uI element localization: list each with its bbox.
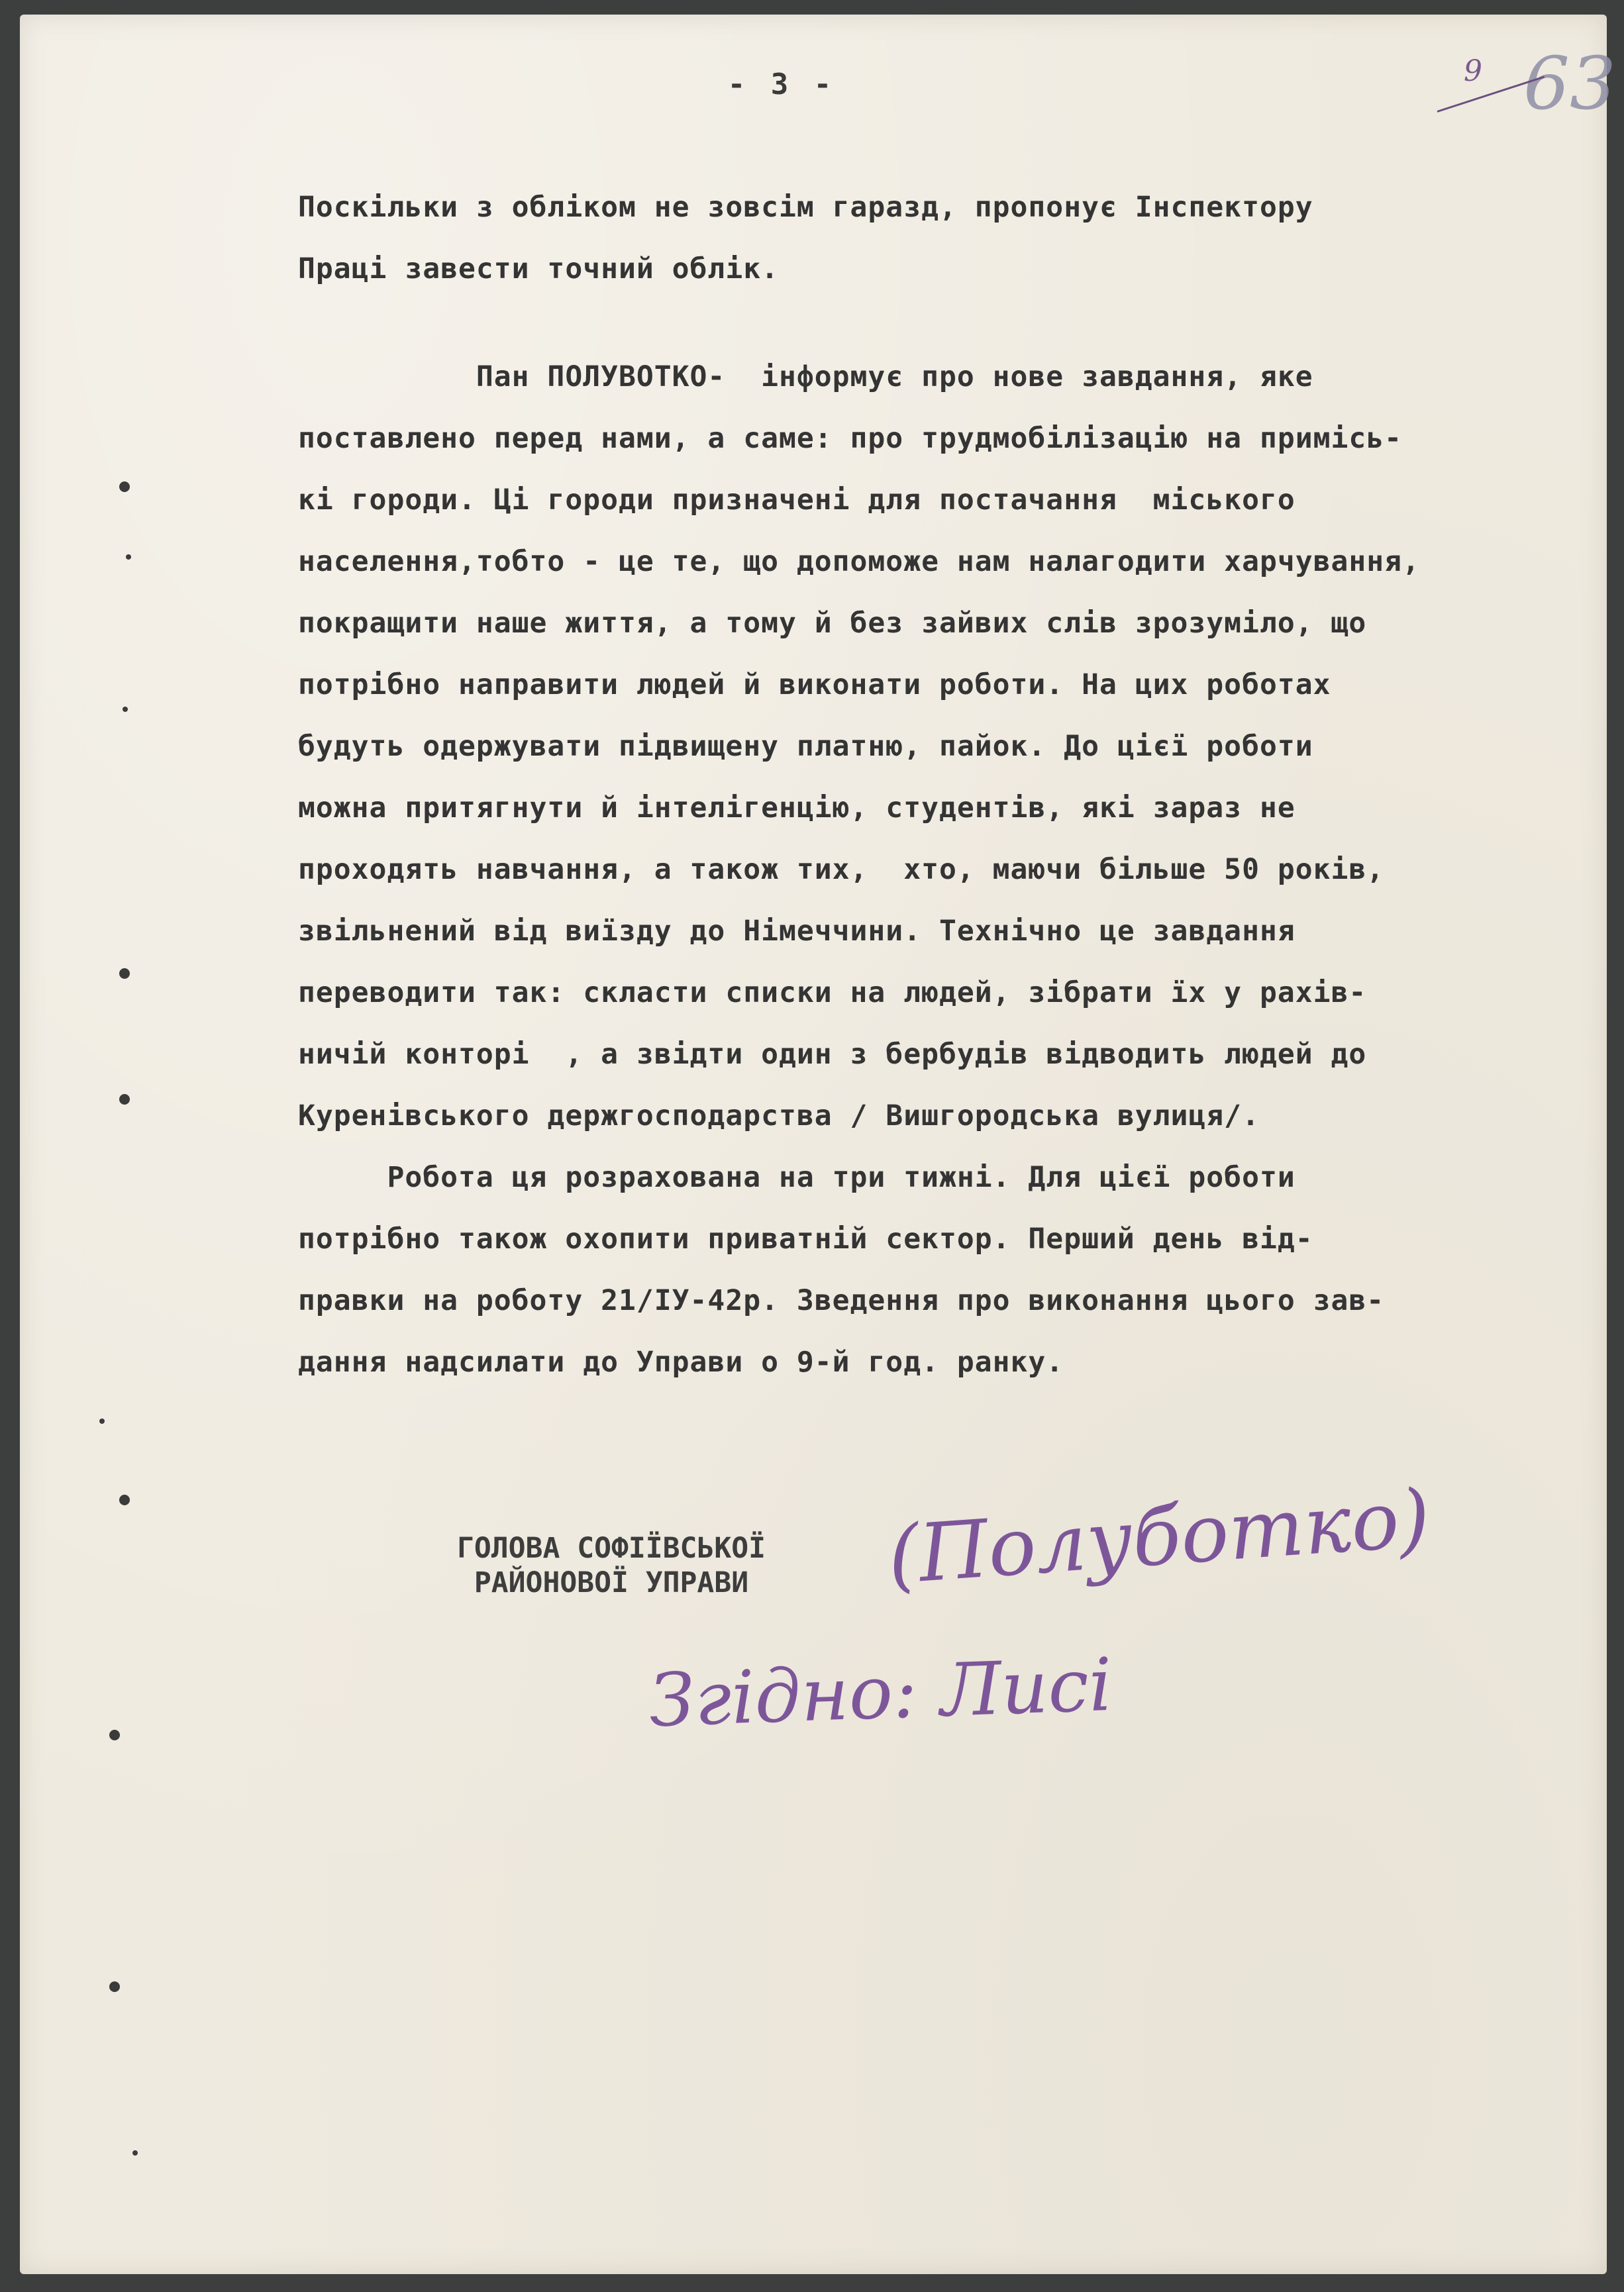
text-line: можна притягнути й інтелігенцію, студентів, які зараз не <box>298 791 1295 824</box>
text-line: потрібно також охопити приватній сектор. Перший день від- <box>298 1222 1313 1256</box>
punch-hole-mark <box>119 1094 130 1105</box>
signatory-title <box>457 1531 766 1600</box>
paragraph-gap <box>298 300 1609 346</box>
document-page <box>20 15 1616 2274</box>
text-line: проходять навчання, а також тих, хто, маючи більше 50 років, <box>298 853 1385 886</box>
text-line: Поскільки з обліком не зовсім гаразд, пропонує Інспектору <box>298 191 1313 224</box>
paragraph-2 <box>298 346 1609 1147</box>
page-number: - 3 - <box>727 68 836 101</box>
text-line: дання надсилати до Управи о 9-й год. ранку. <box>298 1346 1064 1379</box>
text-line: правки на роботу 21/ІУ-42р. Зведення про виконання цього зав- <box>298 1284 1385 1317</box>
archive-old-folio-number: 9 <box>1464 54 1482 88</box>
punch-hole-mark <box>119 481 130 492</box>
text-line: Робота ця розрахована на три тижні. Для цієї роботи <box>298 1161 1295 1194</box>
text-line: будуть одержувати підвищену платню, пайок. До цієї роботи <box>298 730 1313 763</box>
punch-hole-mark <box>99 1419 105 1424</box>
paragraph-3 <box>298 1147 1609 1393</box>
text-line: переводити так: скласти списки на людей, зібрати їх у рахів- <box>298 976 1367 1009</box>
punch-hole-mark <box>132 2150 138 2156</box>
text-line: покращити наше життя, а тому й без зайвих слів зрозуміло, що <box>298 607 1367 640</box>
punch-hole-mark <box>109 1981 120 1992</box>
punch-hole-mark <box>123 707 128 712</box>
punch-hole-mark <box>126 554 131 560</box>
text-line: кі городи. Ці городи призначені для постачання міського <box>298 483 1295 517</box>
text-line: населення,тобто - це те, що допоможе нам налагодити харчування, <box>298 545 1420 578</box>
handwritten-signature-name: (Полуботко) <box>885 1472 1433 1603</box>
text-line: потрібно направити людей й виконати роботи. На цих роботах <box>298 668 1331 701</box>
document-body <box>298 177 1609 1393</box>
text-line: ничій конторі , а звідти один з бербудів відводить людей до <box>298 1038 1367 1071</box>
handwritten-approval-note: Згідно: Лисі <box>647 1642 1114 1744</box>
punch-hole-mark <box>119 968 130 979</box>
text-line: Куренівського держгосподарства / Вишгородська вулиця/. <box>298 1099 1260 1132</box>
text-line: Праці завести точний облік. <box>298 252 779 285</box>
text-line: поставлено перед нами, а саме: про трудмобілізацію на примісь- <box>298 422 1403 455</box>
paragraph-1 <box>298 177 1609 300</box>
punch-hole-mark <box>109 1730 120 1740</box>
signatory-title-line-2: РАЙОНОВОЇ УПРАВИ <box>474 1566 749 1599</box>
signatory-title-line-1: ГОЛОВА СОФІЇВСЬКОЇ <box>457 1532 766 1565</box>
archive-folio-number: 63 <box>1523 41 1616 126</box>
punch-hole-mark <box>119 1495 130 1505</box>
text-line: Пан ПОЛУВОТКО- інформує про нове завдання, яке <box>298 360 1313 393</box>
text-line: звільнений від виїзду до Німеччини. Технічно це завдання <box>298 915 1295 948</box>
